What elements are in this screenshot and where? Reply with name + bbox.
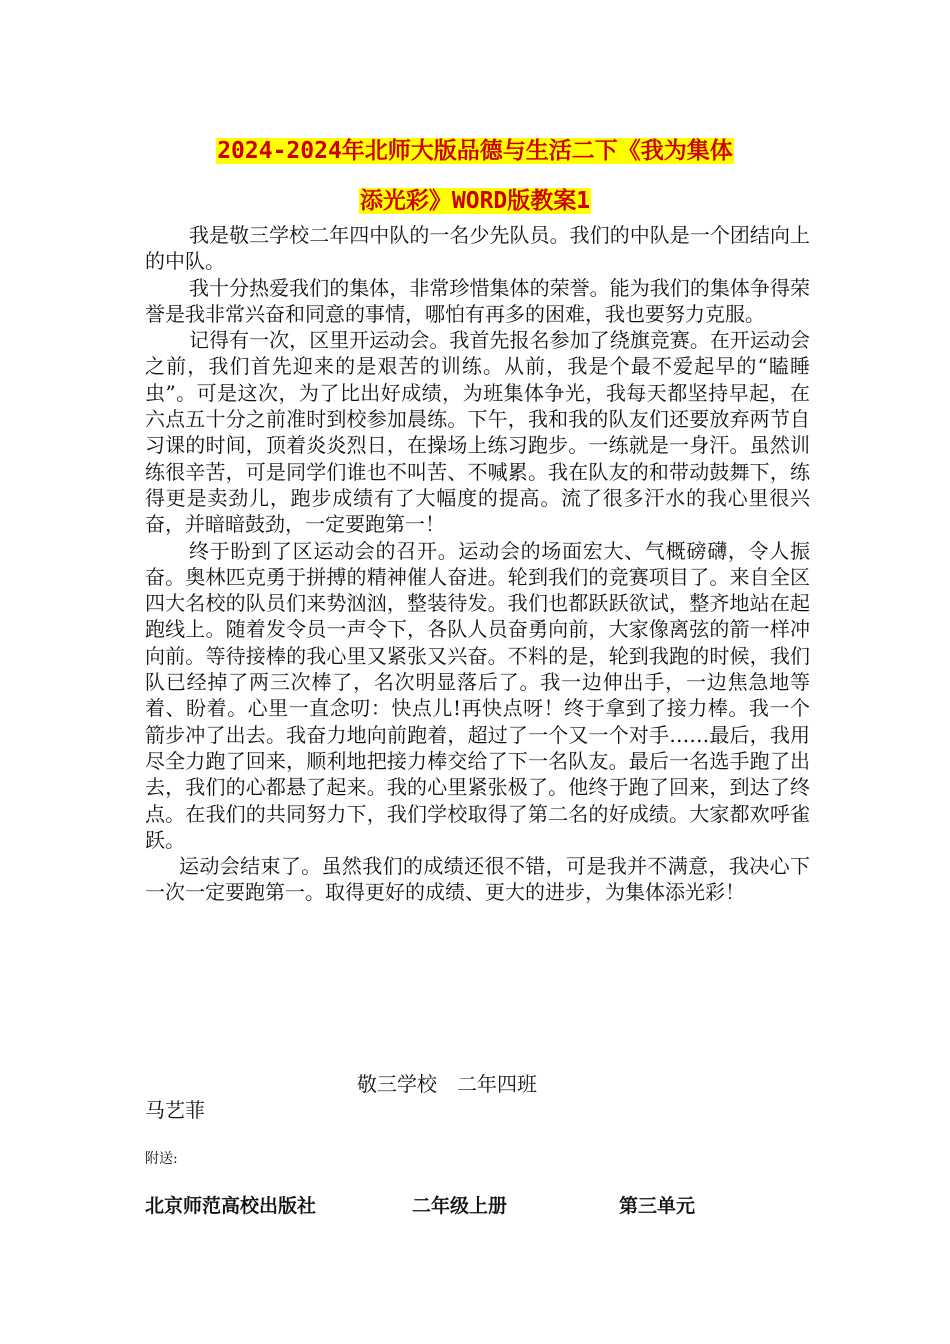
body-paragraph: 我是敬三学校二年四中队的一名少先队员。我们的中队是一个团结向上的中队。: [145, 223, 810, 274]
appendix-label: 附送:: [145, 1151, 178, 1167]
document-body: [145, 222, 810, 906]
title-highlight: 2024-2024年北师大版品德与生活二下《我为集体: [217, 138, 733, 164]
grade-volume: 二年级上册: [412, 1195, 508, 1217]
signature-name: 马艺菲: [145, 1098, 205, 1122]
unit-label: 第三单元: [619, 1195, 696, 1217]
title-highlight: 添光彩》WORD版教案1: [359, 188, 591, 214]
body-paragraph: 我十分热爱我们的集体，非常珍惜集体的荣誉。能为我们的集体争得荣誉是我非常兴奋和同意的事情，哪怕有再多的困难，我也要努力克服。: [145, 275, 810, 326]
signature-school: 敬三学校 二年四班: [357, 1072, 537, 1096]
body-paragraph: 运动会结束了。虽然我们的成绩还很不错，可是我并不满意，我决心下一次一定要跑第一。取得更好的成绩、更大的进步，为集体添光彩！: [145, 854, 810, 905]
publication-info: [145, 1192, 785, 1220]
publisher-name: 北京师范高校出版社: [145, 1195, 317, 1217]
document-title-line-2: [0, 186, 950, 216]
document-title-line-1: [0, 136, 950, 166]
body-paragraph: 记得有一次，区里开运动会。我首先报名参加了绕旗竞赛。在开运动会之前，我们首先迎来的是艰苦的训练。从前，我是个最不爱起早的“瞌睡虫”。可是这次，为了比出好成绩，为班集体争光，我每天都坚持早起，在六点五十分之前准时到校参加晨练。下午，我和我的队友们还要放弃两节自习课的时间，顶着炎炎烈日，在操场上练习跑步。一练就是一身汗。虽然训练很辛苦，可是同学们谁也不叫苦、不喊累。我在队友的和带动鼓舞下，练得更是卖劲儿，跑步成绩有了大幅度的提高。流了很多汗水的我心里很兴奋，并暗暗鼓劲，一定要跑第一！: [145, 328, 810, 537]
body-paragraph: 终于盼到了区运动会的召开。运动会的场面宏大、气概磅礴，令人振奋。奥林匹克勇于拼搏的精神催人奋进。轮到我们的竞赛项目了。来自全区四大名校的队员们来势汹汹，整装待发。我们也都跃跃欲试，整齐地站在起跑线上。随着发令员一声令下，各队人员奋勇向前，大家像离弦的箭一样冲向前。等待接棒的我心里又紧张又兴奋。不料的是，轮到我跑的时候，我们队已经掉了两三次棒了，名次明显落后了。我一边伸出手，一边焦急地等着、盼着。心里一直念叨：快点儿!再快点呀！终于拿到了接力棒。我一个箭步冲了出去。我奋力地向前跑着，超过了一个又一个对手……最后，我用尽全力跑了回来，顺利地把接力棒交给了下一名队友。最后一名选手跑了出去，我们的心都悬了起来。我的心里紧张极了。他终于跑了回来，到达了终点。在我们的共同努力下，我们学校取得了第二名的好成绩。大家都欢呼雀跃。: [145, 538, 810, 852]
